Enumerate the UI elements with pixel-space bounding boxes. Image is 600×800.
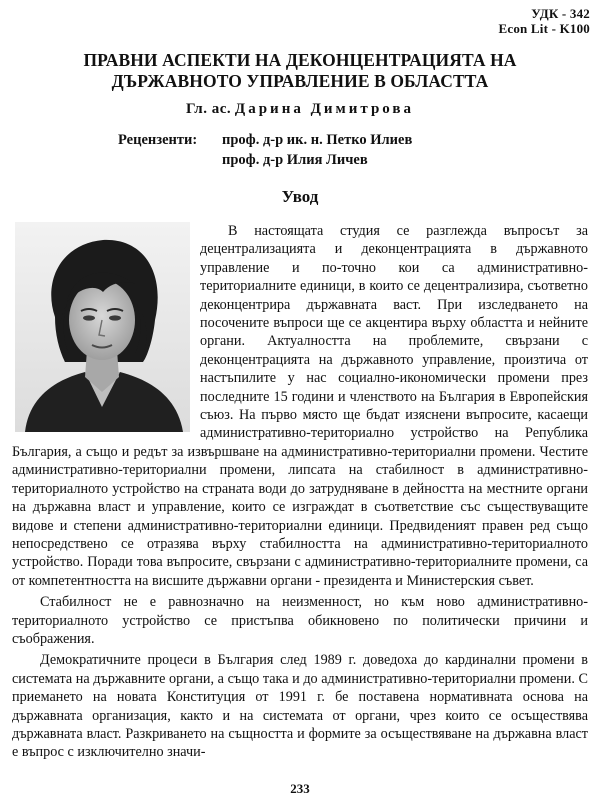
reviewers-label: Рецензенти: bbox=[118, 132, 198, 148]
article-title bbox=[0, 50, 600, 92]
author-line bbox=[0, 100, 600, 118]
econ-lit-code: Econ Lit - K100 bbox=[498, 21, 590, 36]
title-line-1: ПРАВНИ АСПЕКТИ НА ДЕКОНЦЕНТРАЦИЯТА НА bbox=[83, 50, 517, 70]
udk-code: УДК - 342 bbox=[531, 6, 590, 21]
classification-codes bbox=[499, 6, 590, 36]
reviewer-2: проф. д-р Илия Личев bbox=[222, 152, 368, 168]
paragraph-text: Стабилност не е равнозначно на неизменност, но към ново административно-териториалното устройство се пристъпва обикновено по политически причини и съображения. bbox=[12, 594, 588, 647]
author-name: Дарина Димитрова bbox=[234, 101, 415, 117]
section-heading: Увод bbox=[281, 187, 319, 206]
paragraph-text: Демократичните процеси в България след 1989 г. доведоха до кардинални промени в системата на държавните органи, а също така и до административно-териториални промени. С приемането на новата Конституция от 1991 г. бе поставена нормативната основа на държавната организация, както и на системата от органи, чрез които се осъществява държавната власт. Разкриването на същността и формите за осъществяване на държавна власт е въпрос с изключително значи- bbox=[12, 652, 588, 761]
article-body bbox=[12, 222, 588, 762]
reviewer-1: проф. д-р ик. н. Петко Илиев bbox=[222, 132, 413, 148]
paragraph bbox=[12, 593, 588, 648]
paragraph-text: В настоящата студия се разглежда въпросът за децентрализацията и деконцентрацията в държавното управление и по-точно кои са административно-териториалните единици, в които се децентрализира, съответно деконцентрира държавната васт. При изследването на посочените въпроси ще се акцентира върху областта и нейните органи. Актуалността на проблемите, свързани с деконцентрацията на държавното управление, произтича от настъпилите у нас социално-икономически промени през последните 15 години и членството на България в Европейския съюз. На първо място ще бъдат изяснени въпросите, касаещи административно-териториално устройство на Република България, а също и редът за извършване на административно-териториални промени. Честите административно-териториални промени, липсата на стабилност в административно-териториалното устройство на страната води до затрудняване в дейността на местните органи на държавна власт и управление, които се изграждат в съответствие със съществуващите видове и степени административно-териториални единици. Предвиденият правен ред също непосредствено се отразява върху стабилността на административно-териториалното устройство. Поради това въпросите, свързани с административно-териториалните промени, са от компетентността на висшите държавни органи - президента и Министерския съвет. bbox=[12, 223, 588, 589]
author-title: Гл. ас. bbox=[185, 101, 232, 117]
paragraph bbox=[12, 651, 588, 761]
reviewers-block bbox=[118, 130, 412, 170]
page-number: 233 bbox=[290, 781, 310, 796]
title-line-2: ДЪРЖАВНОТО УПРАВЛЕНИЕ В ОБЛАСТТА bbox=[111, 71, 489, 91]
